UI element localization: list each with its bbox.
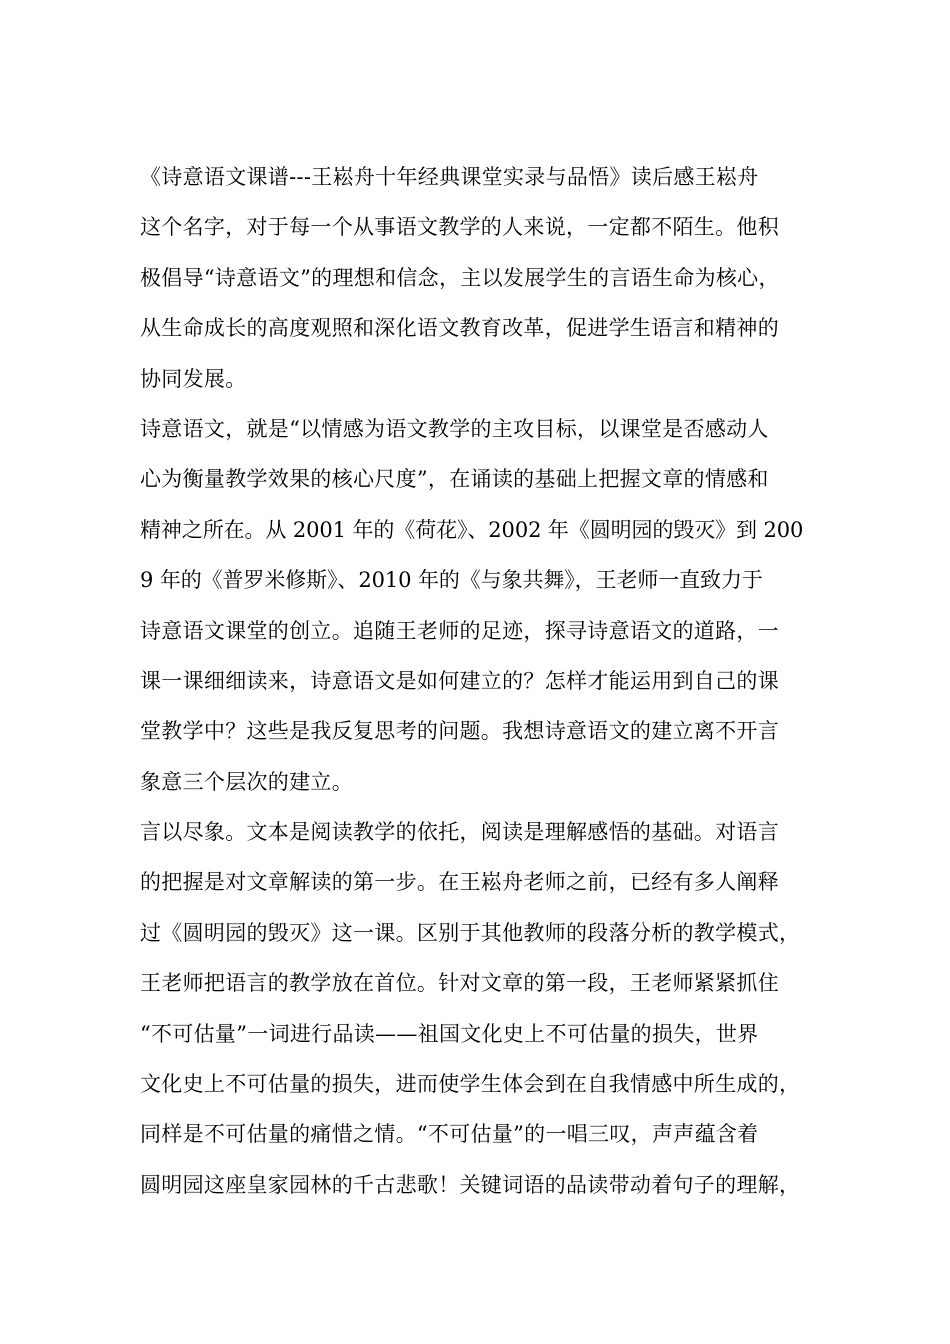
- text-line: 协同发展。: [140, 366, 247, 391]
- document-body-text: [140, 152, 830, 1210]
- text-line: 《诗意语文课谱---王崧舟十年经典课堂实录与品悟》读后感王崧舟: [140, 165, 759, 189]
- text-line: 同样是不可估量的痛惜之情。“不可估量”的一唱三叹，声声蕴含着: [140, 1122, 759, 1147]
- text-line: 诗意语文，就是“以情感为语文教学的主攻目标，以课堂是否感动人: [140, 416, 769, 441]
- text-line: 圆明园这座皇家园林的千古悲歌！关键词语的品读带动着句子的理解，: [140, 1172, 801, 1197]
- text-line: 课一课细细读来，诗意语文是如何建立的？怎样才能运用到自己的课: [140, 668, 779, 693]
- text-line: 文化史上不可估量的损失，进而使学生体会到在自我情感中所生成的，: [140, 1072, 801, 1097]
- text-line: 精神之所在。从 2001 年的《荷花》、2002 年《圆明园的毁灭》到 200: [140, 517, 804, 542]
- text-line: 象意三个层次的建立。: [140, 769, 353, 794]
- text-line: 诗意语文课堂的创立。追随王老师的足迹，探寻诗意语文的道路，一: [140, 618, 779, 643]
- text-line: 9 年的《普罗米修斯》、2010 年的《与象共舞》，王老师一直致力于: [140, 568, 763, 593]
- text-line: 的把握是对文章解读的第一步。在王崧舟老师之前，已经有多人阐释: [140, 870, 779, 895]
- text-line: 这个名字，对于每一个从事语文教学的人来说，一定都不陌生。他积: [140, 215, 779, 240]
- text-line: 言以尽象。文本是阅读教学的依托，阅读是理解感悟的基础。对语言: [140, 820, 779, 845]
- text-line: 堂教学中？这些是我反复思考的问题。我想诗意语文的建立离不开言: [140, 719, 779, 744]
- text-line: 王老师把语言的教学放在首位。针对文章的第一段，王老师紧紧抓住: [140, 971, 779, 996]
- text-line: 极倡导“诗意语文”的理想和信念，主以发展学生的言语生命为核心，: [140, 265, 780, 290]
- text-line: 心为衡量教学效果的核心尺度”，在诵读的基础上把握文章的情感和: [140, 467, 769, 492]
- text-line: 从生命成长的高度观照和深化语文教育改革，促进学生语言和精神的: [140, 316, 779, 341]
- text-line: “不可估量”一词进行品读——祖国文化史上不可估量的损失，世界: [140, 1021, 759, 1046]
- text-line: 过《圆明园的毁灭》这一课。区别于其他教师的段落分析的教学模式，: [140, 920, 801, 945]
